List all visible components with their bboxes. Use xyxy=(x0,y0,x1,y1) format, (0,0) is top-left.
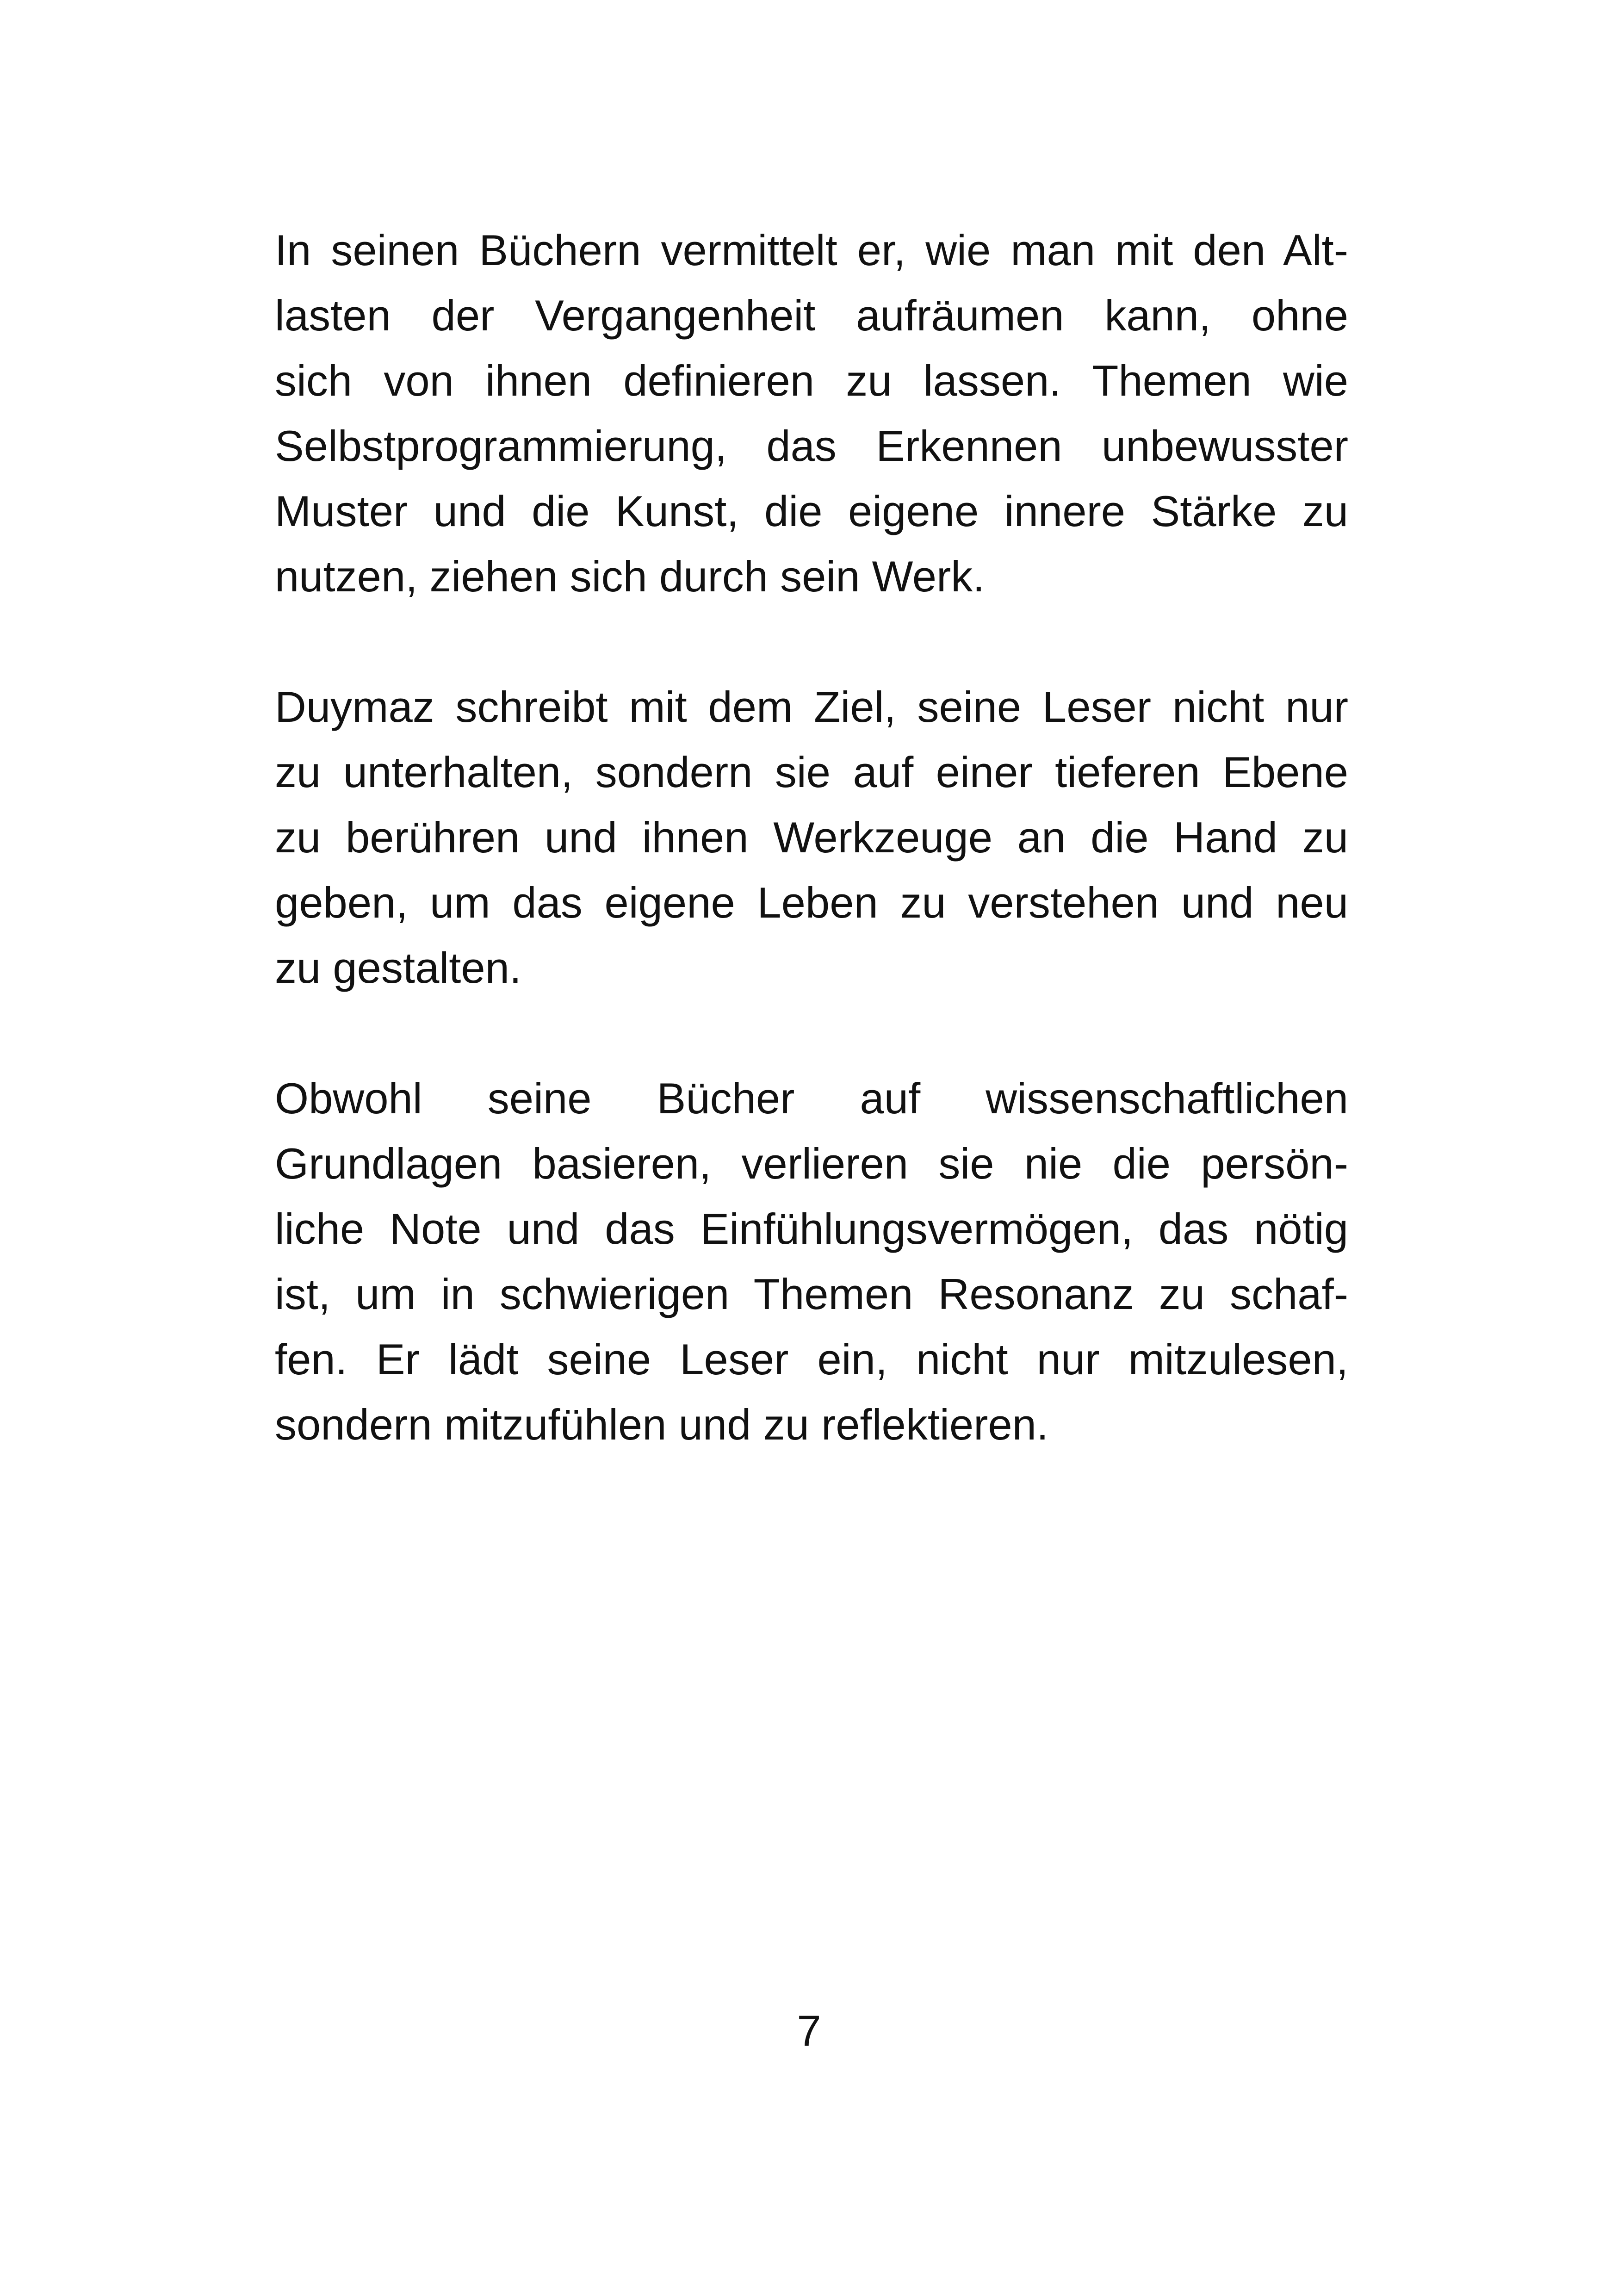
page-number: 7 xyxy=(797,2006,821,2055)
paragraph-1 xyxy=(275,217,1348,609)
text-line: geben, um das eigene Leben zu verstehen und neu xyxy=(275,878,1348,927)
text-line: fen. Er lädt seine Leser ein, nicht nur mitzulesen, xyxy=(275,1335,1348,1384)
text-line: zu gestalten. xyxy=(275,943,522,992)
text-line: zu unterhalten, sondern sie auf einer tieferen Ebene xyxy=(275,748,1348,796)
text-line: Duymaz schreibt mit dem Ziel, seine Leser nicht nur xyxy=(275,683,1348,731)
text-line: ist, um in schwierigen Themen Resonanz zu schaf- xyxy=(275,1270,1348,1318)
body-text xyxy=(275,217,1348,1457)
paragraph-2 xyxy=(275,674,1348,1000)
text-line: liche Note und das Einfühlungsvermögen, das nötig xyxy=(275,1204,1348,1253)
text-line: Selbstprogrammierung, das Erkennen unbewusster xyxy=(275,422,1348,470)
text-line: Muster und die Kunst, die eigene innere Stärke zu xyxy=(275,487,1348,535)
text-line: sondern mitzufühlen und zu reflektieren. xyxy=(275,1400,1049,1449)
text-line: nutzen, ziehen sich durch sein Werk. xyxy=(275,552,985,601)
paragraph-3 xyxy=(275,1066,1348,1457)
text-line: lasten der Vergangenheit aufräumen kann, ohne xyxy=(275,291,1348,340)
text-line: Grundlagen basieren, verlieren sie nie die persön- xyxy=(275,1139,1348,1188)
text-line: zu berühren und ihnen Werkzeuge an die Hand zu xyxy=(275,813,1348,862)
text-line: In seinen Büchern vermittelt er, wie man mit den Alt- xyxy=(275,226,1348,274)
text-line: Obwohl seine Bücher auf wissenschaftlichen xyxy=(275,1074,1348,1123)
text-line: sich von ihnen definieren zu lassen. Themen wie xyxy=(275,356,1348,405)
